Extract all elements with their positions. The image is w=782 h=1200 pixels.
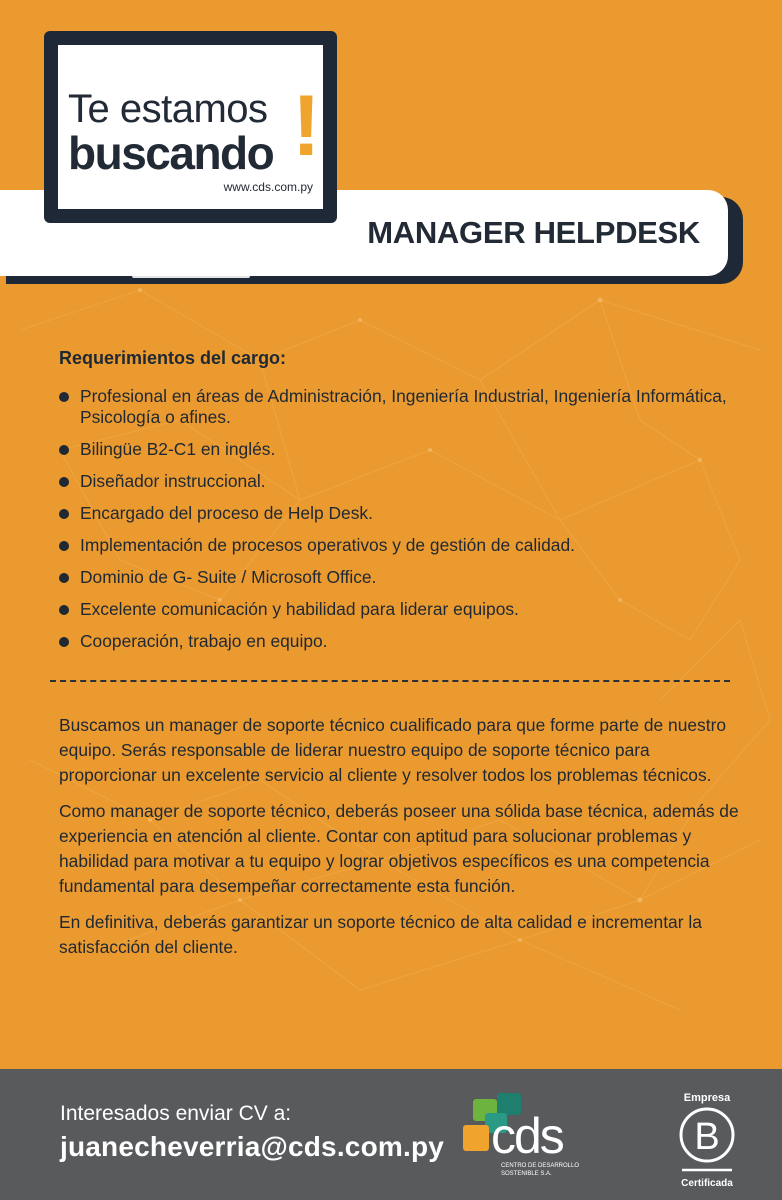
monitor-screen — [58, 45, 323, 209]
requirement-item: Dominio de G- Suite / Microsoft Office. — [59, 567, 739, 588]
requirement-item: Diseñador instruccional. — [59, 471, 739, 492]
bullet-icon — [59, 573, 69, 583]
requirement-item: Implementación de procesos operativos y de gestión de calidad. — [59, 535, 739, 556]
description-paragraph: Buscamos un manager de soporte técnico cualificado para que forme parte de nuestro equipo. Serás responsable de liderar nuestro equipo de soporte técnico para proporcionar un excelente servicio al cliente y resolver todos los problemas técnicos. — [59, 715, 727, 785]
bullet-icon — [59, 392, 69, 402]
requirement-item: Cooperación, trabajo en equipo. — [59, 631, 739, 652]
website: www.cds.com.py — [223, 180, 313, 194]
bullet-icon — [59, 605, 69, 615]
footer — [0, 1069, 782, 1200]
bcorp-certified-logo — [676, 1089, 738, 1189]
requirement-item: Excelente comunicación y habilidad para liderar equipos. — [59, 599, 739, 620]
svg-text:Certificada: Certificada — [681, 1178, 733, 1189]
requirements-list — [59, 386, 739, 663]
headline-line1: Te estamos — [68, 87, 268, 131]
monitor — [44, 31, 337, 223]
bullet-icon — [59, 541, 69, 551]
requirement-item: Profesional en áreas de Administración, Ingeniería Industrial, Ingeniería Informática, Psicología o afines. — [59, 386, 739, 428]
bullet-icon — [59, 509, 69, 519]
job-description — [59, 713, 739, 971]
requirements-heading: Requerimientos del cargo: — [59, 348, 287, 368]
bullet-icon — [59, 477, 69, 487]
requirement-item: Encargado del proceso de Help Desk. — [59, 503, 739, 524]
exclamation-mark: ! — [292, 78, 321, 174]
svg-text:CENTRO DE DESARROLLO: CENTRO DE DESARROLLO — [501, 1163, 580, 1169]
cds-logo — [463, 1091, 593, 1187]
headline-line2: buscando — [68, 127, 274, 179]
bullet-icon — [59, 445, 69, 455]
contact-label: Interesados enviar CV a: — [60, 1102, 292, 1125]
svg-text:cds: cds — [491, 1108, 563, 1164]
description-paragraph: En definitiva, deberás garantizar un soporte técnico de alta calidad e incrementar la satisfacción del cliente. — [59, 912, 702, 957]
svg-text:SOSTENIBLE S.A.: SOSTENIBLE S.A. — [501, 1171, 552, 1177]
svg-text:B: B — [694, 1116, 720, 1158]
contact-email[interactable]: juanecheverria@cds.com.py — [60, 1131, 445, 1162]
requirement-item: Bilingüe B2-C1 en inglés. — [59, 439, 739, 460]
job-title: MANAGER HELPDESK — [367, 215, 700, 250]
svg-text:Empresa: Empresa — [683, 1092, 731, 1104]
description-paragraph: Como manager de soporte técnico, deberás poseer una sólida base técnica, además de experiencia en atención al cliente. Contar con aptitud para solucionar problemas y habilidad para motivar a tu equipo y lograr objetivos específicos es una competencia fundamental para desempeñar correctamente esta función. — [59, 801, 739, 896]
dashed-divider — [50, 680, 730, 682]
bullet-icon — [59, 637, 69, 647]
